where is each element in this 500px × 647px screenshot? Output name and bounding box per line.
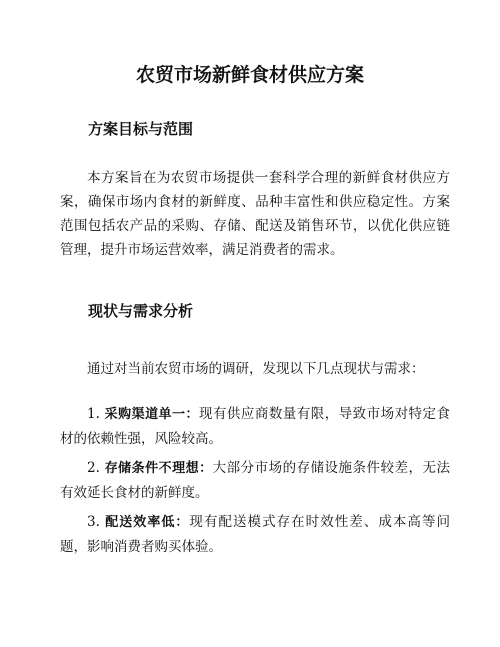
list-item-text: 大部分市场的存储设施条件较差，无法有效延长食材的新鲜度。 — [60, 460, 450, 501]
list-item-lead: 配送效率低： — [105, 515, 190, 530]
list-item-number: 2. — [87, 460, 100, 476]
paragraph-goals: 本方案旨在为农贸市场提供一套科学合理的新鲜食材供应方案，确保市场内食材的新鲜度、品种丰富性和供应稳定性。方案范围包括农产品的采购、存储、配送及销售环节，以优化供应链管理，提升市场运营效率，满足消费者的需求。 — [60, 170, 450, 258]
list-item-number: 3. — [87, 514, 100, 530]
list-item-lead: 存储条件不理想： — [104, 461, 213, 476]
paragraph-analysis-intro: 通过对当前农贸市场的调研，发现以下几点现状与需求： — [87, 361, 425, 377]
list-item-text: 现有供应商数量有限，导致市场对特定食材的依赖性强，风险较高。 — [60, 406, 450, 447]
section-heading-analysis: 现状与需求分析 — [88, 302, 194, 320]
list-item-delivery — [60, 510, 450, 559]
document-title: 农贸市场新鲜食材供应方案 — [135, 64, 364, 86]
list-item-lead: 采购渠道单一： — [104, 407, 199, 422]
section-heading-goals: 方案目标与范围 — [88, 120, 194, 138]
list-item-number: 1. — [87, 406, 100, 422]
list-item-procurement — [60, 402, 450, 451]
list-item-text: 现有配送模式存在时效性差、成本高等问题，影响消费者购买体验。 — [60, 514, 450, 555]
list-item-storage — [60, 456, 450, 505]
